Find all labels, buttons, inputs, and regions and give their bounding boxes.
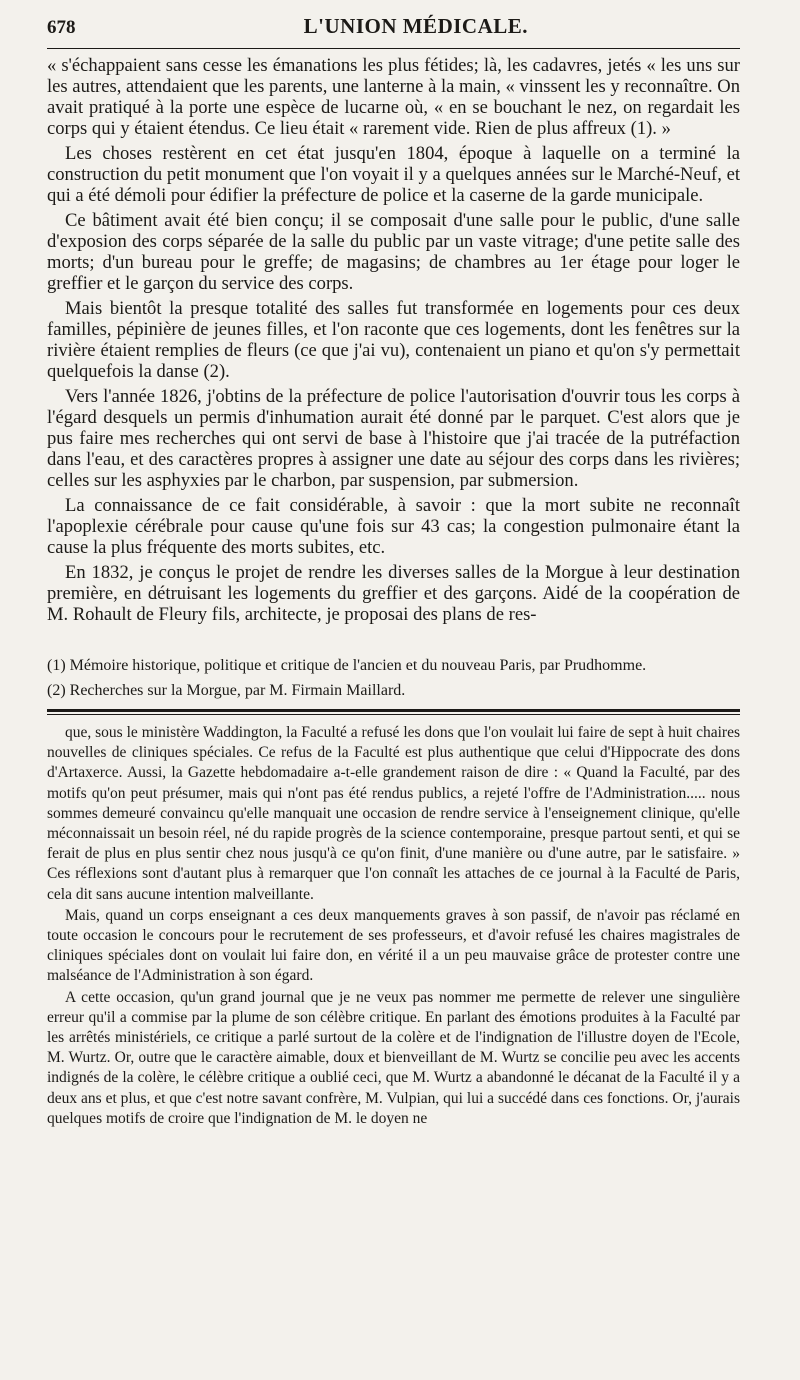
paragraph: que, sous le ministère Waddington, la Faculté a refusé les dons que l'on voulait lui faire de sept à huit chaires nouvelles de cliniques spéciales. Ce refus de la Faculté est plus authentique que celui d'Hippocrate des dons d'Artaxerce. Aussi, la Gazette hebdomadaire a-t-elle grandement raison de dire : « Quand la Faculté, par des motifs qu'on peut présumer, mais qui n'ont pas été rendus publics, a rejeté l'offre de l'Administration..... nous sommes demeuré convaincu qu'elle manquait une occasion de rendre service à l'enseignement clinique, qu'elle méconnaissait un besoin réel, né du rapide progrès de la science contemporaine, presque partout senti, et qui se ferait de plus en plus sentir chez nous jusqu'à ce qu'on finit, d'une manière ou d'une autre, par le satisfaire. » Ces réflexions sont d'autant plus à remarquer que l'on connaît les attaches de ce journal à la Faculté de Paris, cela dit sans aucune intention malveillante. <box>47 724 740 903</box>
paragraph: La connaissance de ce fait considérable, à savoir : que la mort subite ne reconnaît l'apoplexie cérébrale pour cause qu'une fois sur 43 cas; la congestion pulmonaire étant la cause la plus fréquente des morts subites, etc. <box>47 495 740 558</box>
header-rule <box>47 48 740 49</box>
lower-article <box>47 723 740 1129</box>
upper-article <box>47 55 740 701</box>
running-title: L'UNION MÉDICALE. <box>303 14 528 38</box>
footnote: (1) Mémoire historique, politique et critique de l'ancien et du nouveau Paris, par Prudhomme. <box>47 657 647 674</box>
paragraph: A cette occasion, qu'un grand journal que je ne veux pas nommer me permette de relever une singulière erreur qu'il a commise par la plume de son célèbre critique. En parlant des émotions produites à la Faculté par les arrêtés ministériels, ce critique a parlé surtout de la colère et de l'indignation de l'illustre doyen de l'Ecole, M. Wurtz. Or, outre que le caractère aimable, doux et bienveillant de M. Wurtz se concilie peu avec les accents indignés de la colère, le célèbre critique a oublié ceci, que M. Wurtz a abandonné le décanat de la Faculté il y a deux ans et plus, et que c'est notre savant confrère, M. Vulpian, qui lui a succédé dans ces fonctions. Or, j'aurais quelques motifs de croire que l'indignation de M. le doyen ne <box>47 988 740 1127</box>
paragraph: Mais bientôt la presque totalité des salles fut transformée en logements pour ces deux familles, pépinière de jeunes filles, et l'on raconte que ces logements, dont les fenêtres sur la rivière étaient remplies de fleurs (ce que j'ai vu), contenaient un piano et qu'on s'y permettait quelquefois la danse (2). <box>47 298 740 382</box>
paragraph: Vers l'année 1826, j'obtins de la préfecture de police l'autorisation d'ouvrir tous les corps à l'égard desquels un permis d'inhumation aurait été donné par le parquet. C'est alors que je pus faire mes recherches qui ont servi de base à l'histoire que j'ai tracée de la putréfaction dans l'eau, et des caractères propres à assigner une date au séjour des corps dans les rivières; celles sur les asphyxies par le charbon, par suspension, par submersion. <box>47 386 740 491</box>
paragraph: Ce bâtiment avait été bien conçu; il se composait d'une salle pour le public, d'une salle d'exposion des corps séparée de la salle du public par un vaste vitrage; d'une petite salle des morts; d'un bureau pour le greffe; de magasins; de chambres au 1er étage pour loger le greffier et le garçon du service des corps. <box>47 210 740 294</box>
running-header <box>47 14 740 42</box>
page-number: 678 <box>47 17 76 38</box>
paragraph: Mais, quand un corps enseignant a ces deux manquements graves à son passif, de n'avoir pas réclamé en toute occasion le concours pour le recrutement de ses professeurs, et d'avoir refusé les chaires magistrales de cliniques spéciales dont on voulait lui faire don, en vérité il a un peu mauvaise grâce de protester contre une malséance de l'Administration à son égard. <box>47 906 740 985</box>
footnote: (2) Recherches sur la Morgue, par M. Firmain Maillard. <box>47 682 406 699</box>
footnotes <box>47 655 740 701</box>
paragraph-quote: « s'échappaient sans cesse les émanations les plus fétides; là, les cadavres, jetés « les uns sur les autres, attendaient que les parents, une lanterne à la main, « vinssent les y reconnaître. On avait pratiqué à la porte une espèce de lucarne où, « en se bouchant le nez, on regardait les corps qui y étaient étendus. Ce lieu était « rarement vide. Rien de plus affreux (1). » <box>47 55 740 139</box>
section-divider <box>47 709 740 715</box>
paragraph: Les choses restèrent en cet état jusqu'en 1804, époque à laquelle on a terminé la construction du petit monument que l'on voyait il y a quelques années sur le Marché-Neuf, et qui a été démoli pour édifier la préfecture de police et la caserne de la garde municipale. <box>47 143 740 206</box>
paragraph: En 1832, je conçus le projet de rendre les diverses salles de la Morgue à leur destination première, en détruisant les logements du greffier et des garçons. Aidé de la coopération de M. Rohault de Fleury fils, architecte, je proposai des plans de res- <box>47 562 740 625</box>
